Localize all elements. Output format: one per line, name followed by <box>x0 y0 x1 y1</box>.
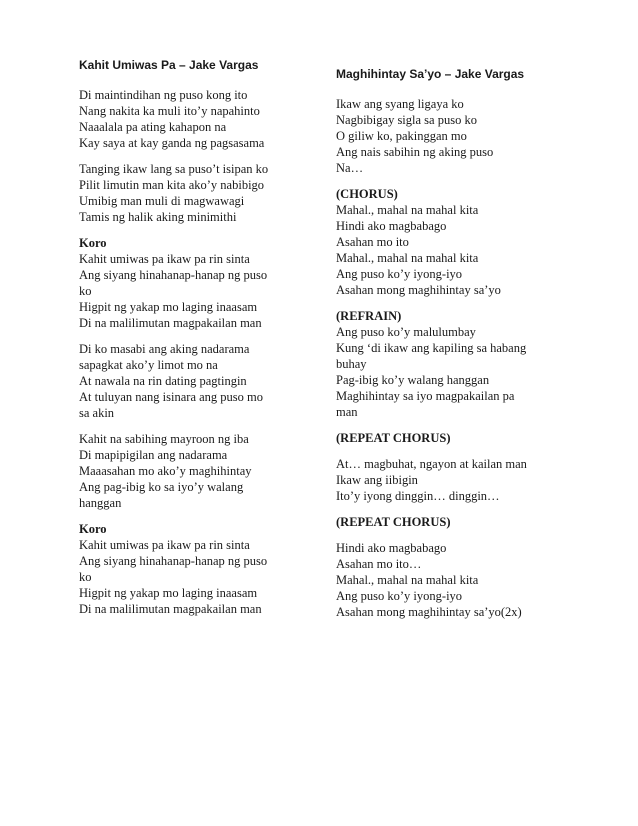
lyric-line: Kung ‘di ikaw ang kapiling sa habang <box>336 341 527 355</box>
lyric-line: O giliw ko, pakinggan mo <box>336 129 467 143</box>
lyric-line: At… magbuhat, ngayon at kailan man <box>336 457 527 471</box>
lyric-line: Ang puso ko’y malulumbay <box>336 325 476 339</box>
lyric-line: Mahal., mahal na mahal kita <box>336 573 479 587</box>
stanza <box>336 308 572 420</box>
lyric-line: Hindi ako magbabago <box>336 219 447 233</box>
lyric-line: Higpit ng yakap mo laging inaasam <box>79 586 258 600</box>
stanza <box>336 186 572 298</box>
left-song-lyrics <box>79 87 307 617</box>
stanza <box>79 341 307 421</box>
lyric-line: Di mapipigilan ang nadarama <box>79 448 228 462</box>
lyric-line: Maaasahan mo ako’y maghihintay <box>79 464 252 478</box>
lyric-line: Pag-ibig ko’y walang hanggan <box>336 373 490 387</box>
stanza <box>336 540 572 620</box>
lyric-line: At tuluyan nang isinara ang puso mo <box>79 390 263 404</box>
lyric-line: Di maintindihan ng puso kong ito <box>79 88 248 102</box>
lyric-line: Tanging ikaw lang sa puso’t isipan ko <box>79 162 269 176</box>
stanza-heading: (REPEAT CHORUS) <box>336 515 451 529</box>
lyric-line: Umibig man muli di magwawagi <box>79 194 245 208</box>
lyric-line: Nagbibigay sigla sa puso ko <box>336 113 477 127</box>
lyric-line: Pilit limutin man kita ako’y nabibigo <box>79 178 265 192</box>
lyric-line: man <box>336 405 358 419</box>
lyric-line: Ang siyang hinahanap-hanap ng puso <box>79 268 268 282</box>
lyric-line: Nang nakita ka muli ito’y napahinto <box>79 104 260 118</box>
stanza <box>336 96 572 176</box>
stanza <box>336 514 572 530</box>
lyric-line: ko <box>79 570 92 584</box>
lyric-line: Mahal., mahal na mahal kita <box>336 203 479 217</box>
lyric-line: sapagkat ako’y limot mo na <box>79 358 218 372</box>
lyric-line: Naaalala pa ating kahapon na <box>79 120 227 134</box>
left-song-column <box>79 58 307 627</box>
stanza <box>79 521 307 617</box>
lyric-line: Ang pag-ibig ko sa iyo’y walang <box>79 480 244 494</box>
lyric-line: Kahit umiwas pa ikaw pa rin sinta <box>79 538 250 552</box>
right-song-title: Maghihintay Sa’yo – Jake Vargas <box>336 67 525 81</box>
stanza-heading: Koro <box>79 522 107 536</box>
lyric-line: buhay <box>336 357 367 371</box>
stanza-heading: (REFRAIN) <box>336 309 402 323</box>
lyric-line: Ang siyang hinahanap-hanap ng puso <box>79 554 268 568</box>
lyric-line: Ikaw ang iibigin <box>336 473 418 487</box>
stanza-heading: Koro <box>79 236 107 250</box>
stanza <box>336 456 572 504</box>
lyric-line: Asahan mong maghihintay sa’yo(2x) <box>336 605 522 619</box>
lyric-line: Mahal., mahal na mahal kita <box>336 251 479 265</box>
stanza <box>79 161 307 225</box>
stanza <box>79 87 307 151</box>
stanza <box>79 431 307 511</box>
lyric-line: Ang puso ko’y iyong-iyo <box>336 267 463 281</box>
lyric-line: Kahit umiwas pa ikaw pa rin sinta <box>79 252 250 266</box>
lyric-line: Ito’y iyong dinggin… dinggin… <box>336 489 500 503</box>
lyric-line: Na… <box>336 161 364 175</box>
lyric-line: Di na malilimutan magpakailan man <box>79 602 262 616</box>
lyric-line: ko <box>79 284 92 298</box>
right-song-lyrics <box>336 96 572 620</box>
lyric-line: Higpit ng yakap mo laging inaasam <box>79 300 258 314</box>
lyric-line: Ikaw ang syang ligaya ko <box>336 97 464 111</box>
lyric-line: Hindi ako magbabago <box>336 541 447 555</box>
lyric-line: Ang puso ko’y iyong-iyo <box>336 589 463 603</box>
lyric-line: Asahan mo ito… <box>336 557 422 571</box>
lyric-line: Di na malilimutan magpakailan man <box>79 316 262 330</box>
lyric-line: Maghihintay sa iyo magpakailan pa <box>336 389 515 403</box>
lyric-line: At nawala na rin dating pagtingin <box>79 374 247 388</box>
stanza-heading: (CHORUS) <box>336 187 398 201</box>
lyric-line: Asahan mo ito <box>336 235 409 249</box>
right-song-column <box>336 67 572 630</box>
stanza <box>336 430 572 446</box>
lyric-line: Di ko masabi ang aking nadarama <box>79 342 250 356</box>
lyric-line: Kay saya at kay ganda ng pagsasama <box>79 136 265 150</box>
left-song-title: Kahit Umiwas Pa – Jake Vargas <box>79 58 259 72</box>
lyric-line: Asahan mong maghihintay sa’yo <box>336 283 501 297</box>
lyric-line: Tamis ng halik aking minimithi <box>79 210 237 224</box>
lyric-line: Ang nais sabihin ng aking puso <box>336 145 494 159</box>
stanza <box>79 235 307 331</box>
lyric-line: Kahit na sabihing mayroon ng iba <box>79 432 249 446</box>
lyric-line: hanggan <box>79 496 122 510</box>
lyric-line: sa akin <box>79 406 115 420</box>
stanza-heading: (REPEAT CHORUS) <box>336 431 451 445</box>
